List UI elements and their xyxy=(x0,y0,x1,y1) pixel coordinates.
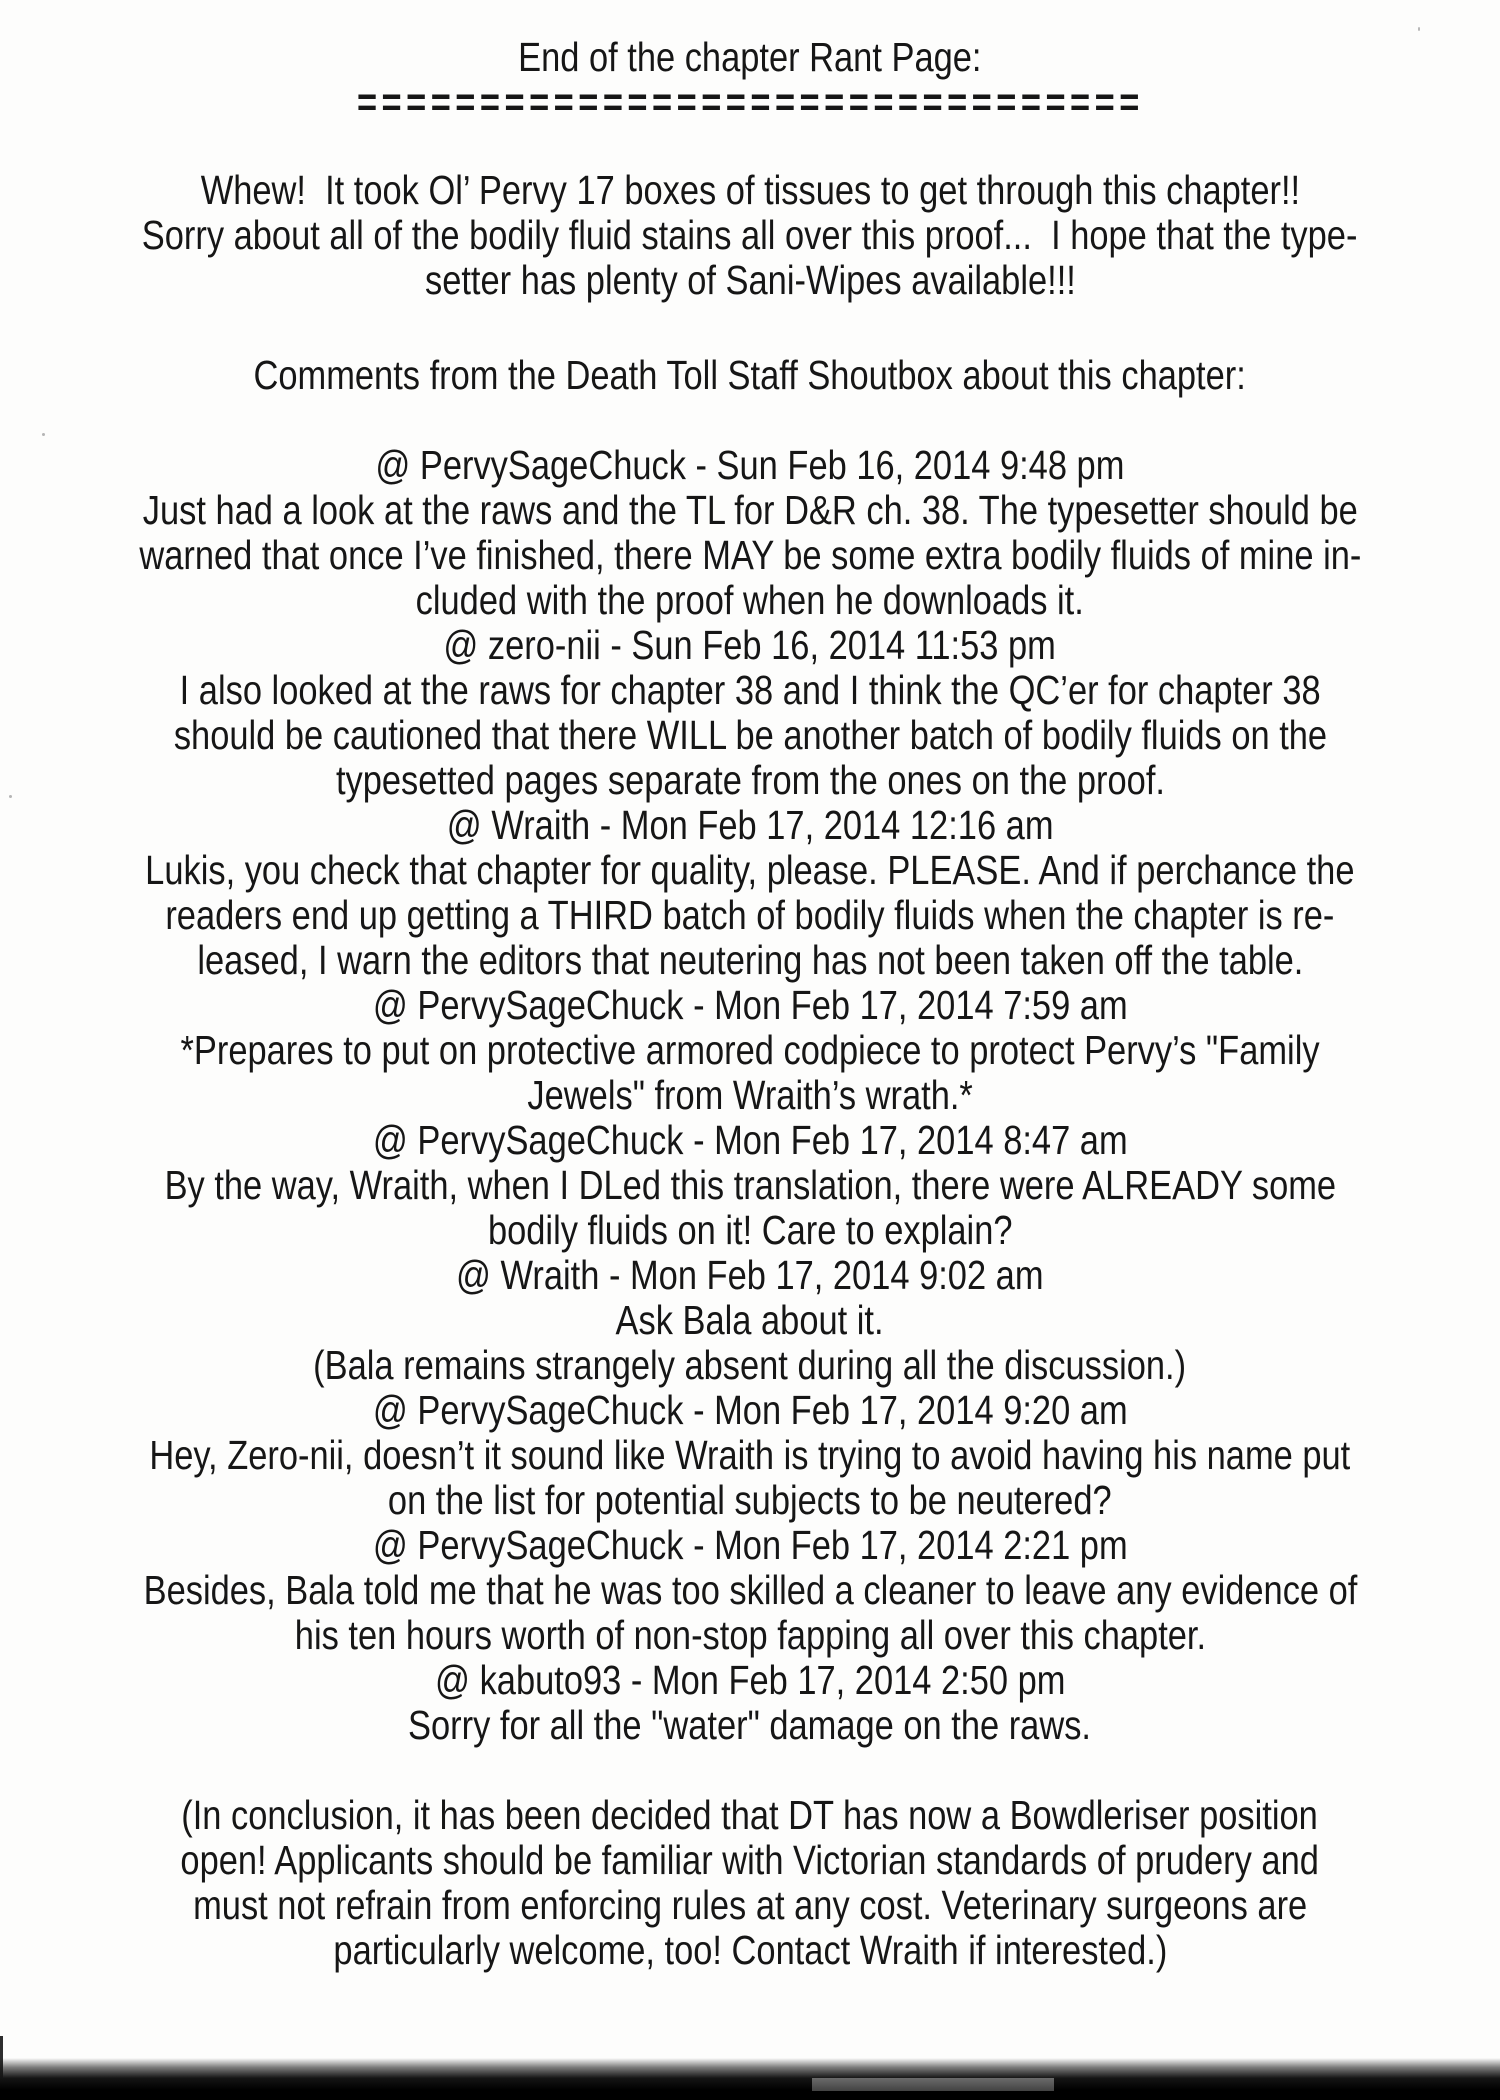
comment-text-line xyxy=(0,533,1500,578)
comment-text-line-text: Jewels" from Wraith’s wrath.* xyxy=(527,1072,973,1118)
comment-header-text: @ PervySageChuck - Mon Feb 17, 2014 8:47 am xyxy=(372,1117,1128,1163)
comment-text-line-text: typesetted pages separate from the ones on the proof. xyxy=(335,757,1165,803)
comment-header xyxy=(0,1253,1500,1298)
comment-header xyxy=(0,1658,1500,1703)
comment-header xyxy=(0,1388,1500,1433)
comment-text-line xyxy=(0,1703,1500,1748)
comment-header xyxy=(0,443,1500,488)
comment-text-line xyxy=(0,668,1500,713)
divider-line xyxy=(0,80,1500,125)
conclusion-line xyxy=(0,1883,1500,1928)
comment-text-line-text: should be cautioned that there WILL be another batch of bodily fluids on the xyxy=(173,712,1327,758)
comment-text-line xyxy=(0,1343,1500,1388)
page-title xyxy=(0,35,1500,80)
comment-text-line-text: Lukis, you check that chapter for quality, please. PLEASE. And if perchance the xyxy=(145,847,1355,893)
comment-text-line-text: Hey, Zero-nii, doesn’t it sound like Wraith is trying to avoid having his name put xyxy=(149,1432,1351,1478)
comment-text-line-text: on the list for potential subjects to be neutered? xyxy=(388,1477,1112,1523)
comment-text-line-text: *Prepares to put on protective armored codpiece to protect Pervy’s "Family xyxy=(180,1027,1320,1073)
comment-header xyxy=(0,803,1500,848)
comment-text-line-text: readers end up getting a THIRD batch of bodily fluids when the chapter is re- xyxy=(165,892,1335,938)
comment-text-line-text: bodily fluids on it! Care to explain? xyxy=(487,1207,1013,1253)
comment-header-text: @ kabuto93 - Mon Feb 17, 2014 2:50 pm xyxy=(434,1657,1066,1703)
comment-text-line xyxy=(0,1208,1500,1253)
conclusion-line xyxy=(0,1793,1500,1838)
intro-line-text: setter has plenty of Sani-Wipes available!!! xyxy=(424,257,1076,303)
page-title-text: End of the chapter Rant Page: xyxy=(518,34,982,80)
comment-text-line xyxy=(0,1433,1500,1478)
comment-text-line-text: I also looked at the raws for chapter 38 and I think the QC’er for chapter 38 xyxy=(179,667,1321,713)
comment-text-line-text: Besides, Bala told me that he was too skilled a cleaner to leave any evidence of xyxy=(143,1567,1357,1613)
comment-text-line-text: leased, I warn the editors that neutering has not been taken off the table. xyxy=(196,937,1304,983)
comment-text-line xyxy=(0,758,1500,803)
comment-text-line-text: warned that once I’ve finished, there MAY be some extra bodily fluids of mine in- xyxy=(139,532,1361,578)
comment-text-line xyxy=(0,1028,1500,1073)
scan-speck xyxy=(9,795,12,798)
comment-header xyxy=(0,983,1500,1028)
comment-text-line xyxy=(0,1478,1500,1523)
comment-text-line-text: (Bala remains strangely absent during all the discussion.) xyxy=(313,1342,1187,1388)
intro-line-text: Sorry about all of the bodily fluid stains all over this proof... I hope that the type- xyxy=(142,212,1358,258)
comment-text-line xyxy=(0,938,1500,983)
comment-header xyxy=(0,623,1500,668)
conclusion-line xyxy=(0,1838,1500,1883)
intro-line xyxy=(0,213,1500,258)
intro-line-text: Whew! It took Ol’ Pervy 17 boxes of tissues to get through this chapter!! xyxy=(200,167,1300,213)
conclusion-line-text: open! Applicants should be familiar with Victorian standards of prudery and xyxy=(180,1837,1320,1883)
comment-header-text: @ zero-nii - Sun Feb 16, 2014 11:53 pm xyxy=(443,622,1057,668)
intro-line xyxy=(0,168,1500,213)
comment-text-line xyxy=(0,1568,1500,1613)
divider-text: ================================ xyxy=(356,79,1144,125)
comment-text-line xyxy=(0,848,1500,893)
scan-speck xyxy=(42,433,45,436)
shoutbox-heading xyxy=(0,353,1500,398)
shoutbox-heading-text: Comments from the Death Toll Staff Shoutbox about this chapter: xyxy=(253,352,1247,398)
scan-bar-solid-strip xyxy=(0,2091,1500,2100)
comment-text-line-text: his ten hours worth of non-stop fapping all over this chapter. xyxy=(294,1612,1206,1658)
comment-header-text: @ PervySageChuck - Mon Feb 17, 2014 2:21 pm xyxy=(372,1522,1128,1568)
comment-text-line xyxy=(0,578,1500,623)
comment-header xyxy=(0,1118,1500,1163)
comment-text-line xyxy=(0,1163,1500,1208)
scan-bottom-bar xyxy=(0,2058,1500,2100)
comment-text-line xyxy=(0,1613,1500,1658)
scan-speck xyxy=(1418,27,1420,31)
comment-header-text: @ PervySageChuck - Sun Feb 16, 2014 9:48 pm xyxy=(375,442,1125,488)
comment-header-text: @ Wraith - Mon Feb 17, 2014 9:02 am xyxy=(456,1252,1044,1298)
comment-text-line-text: cluded with the proof when he downloads it. xyxy=(415,577,1085,623)
comment-text-line-text: Ask Bala about it. xyxy=(615,1297,885,1343)
intro-line xyxy=(0,258,1500,303)
comment-text-line-text: Just had a look at the raws and the TL for D&R ch. 38. The typesetter should be xyxy=(142,487,1358,533)
conclusion-line-text: particularly welcome, too! Contact Wraith if interested.) xyxy=(333,1927,1167,1973)
comment-header-text: @ PervySageChuck - Mon Feb 17, 2014 7:59 am xyxy=(372,982,1128,1028)
comment-text-line xyxy=(0,488,1500,533)
conclusion-line-text: must not refrain from enforcing rules at any cost. Veterinary surgeons are xyxy=(192,1882,1308,1928)
conclusion-line-text: (In conclusion, it has been decided that DT has now a Bowdleriser position xyxy=(181,1792,1319,1838)
comments-list xyxy=(0,443,1500,1748)
comment-header-text: @ Wraith - Mon Feb 17, 2014 12:16 am xyxy=(446,802,1054,848)
comment-text-line xyxy=(0,713,1500,758)
comment-text-line xyxy=(0,1298,1500,1343)
comment-text-line xyxy=(0,893,1500,938)
comment-header xyxy=(0,1523,1500,1568)
conclusion-line xyxy=(0,1928,1500,1973)
conclusion-paragraph xyxy=(0,1793,1500,1973)
comment-text-line-text: By the way, Wraith, when I DLed this translation, there were ALREADY some xyxy=(164,1162,1336,1208)
comment-text-line xyxy=(0,1073,1500,1118)
comment-text-line-text: Sorry for all the "water" damage on the raws. xyxy=(408,1702,1092,1748)
comment-header-text: @ PervySageChuck - Mon Feb 17, 2014 9:20 am xyxy=(372,1387,1128,1433)
intro-paragraph xyxy=(0,168,1500,303)
